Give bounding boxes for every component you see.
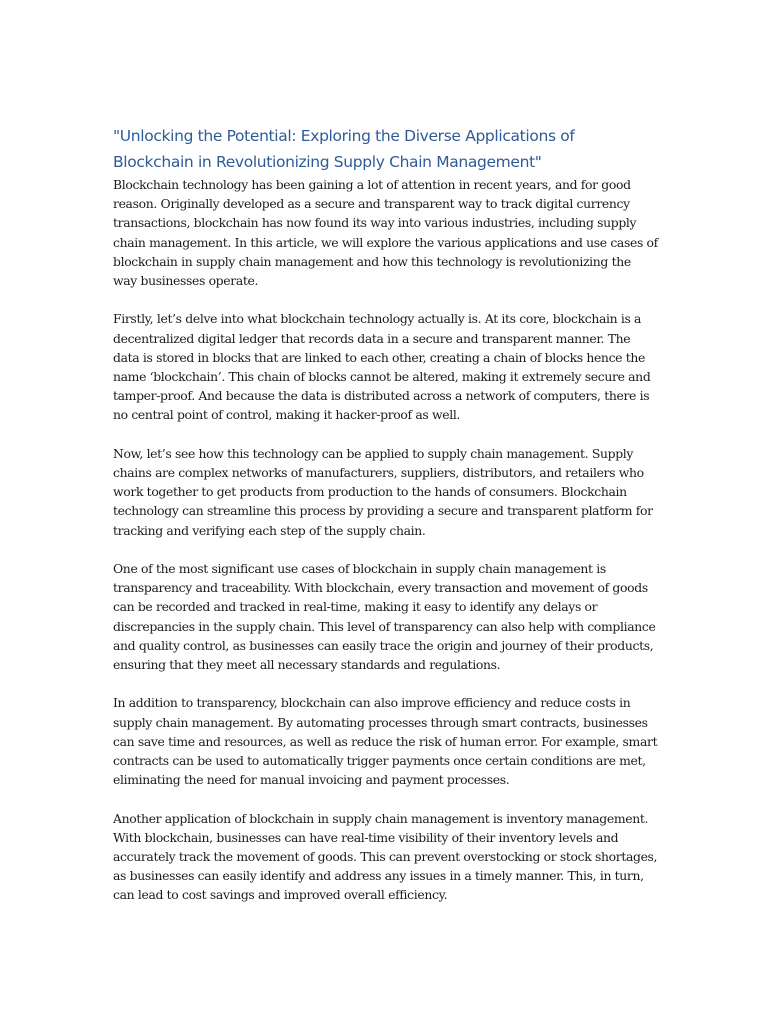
article-body — [113, 123, 658, 905]
paragraph-inventory: Another application of blockchain in supply chain management is inventory management. With blockchain, businesses can have real-time visibility of their inventory levels and accurately track the movement of goods. This can prevent overstocking or stock shortages, as businesses can easily identify and address any issues in a timely manner. This, in turn, can lead to cost savings and improved overall efficiency. — [113, 810, 658, 903]
paragraph-intro: Blockchain technology has been gaining a lot of attention in recent years, and for good reason. Originally developed as a secure and transparent way to track digital currency transactions, blockchain has now found its way into various industries, including supply chain management. In this article, we will explore the various applications and use cases of blockchain in supply chain management and how this technology is revolutionizing the way businesses operate. — [113, 177, 658, 289]
paragraph-what-is-blockchain: Firstly, let’s delve into what blockchain technology actually is. At its core, blockchain is a decentralized digital ledger that records data in a secure and transparent manner. The data is stored in blocks that are linked to each other, creating a chain of blocks hence the name ‘blockchain’. This chain of blocks cannot be altered, making it extremely secure and tamper-proof. And because the data is distributed across a network of computers, there is no central point of control, making it hacker-proof as well. — [113, 311, 651, 423]
article-title: "Unlocking the Potential: Exploring the Diverse Applications of Blockchain in Revolutionizing Supply Chain Management" — [113, 127, 575, 171]
paragraph-supply-chain-application: Now, let’s see how this technology can be applied to supply chain management. Supply chains are complex networks of manufacturers, suppliers, distributors, and retailers who work together to get products from production to the hands of consumers. Blockchain technology can streamline this process by providing a secure and transparent platform for tracking and verifying each step of the supply chain. — [113, 445, 653, 538]
paragraph-transparency: One of the most significant use cases of blockchain in supply chain management is transparency and traceability. With blockchain, every transaction and movement of goods can be recorded and tracked in real-time, making it easy to identify any delays or discrepancies in the supply chain. This level of transparency can also help with compliance and quality control, as businesses can easily trace the origin and journey of their products, ensuring that they meet all necessary standards and regulations. — [113, 561, 656, 673]
paragraph-efficiency: In addition to transparency, blockchain can also improve efficiency and reduce costs in supply chain management. By automating processes through smart contracts, businesses can save time and resources, as well as reduce the risk of human error. For example, smart contracts can be used to automatically trigger payments once certain conditions are met, eliminating the need for manual invoicing and payment processes. — [113, 695, 658, 788]
